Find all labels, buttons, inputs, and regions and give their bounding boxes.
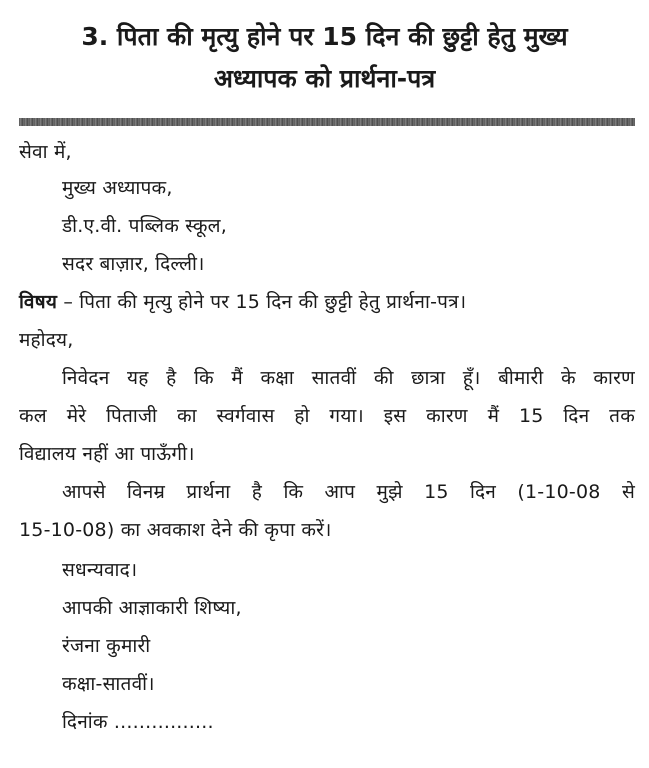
subject-label: विषय — [19, 291, 58, 313]
heading-line-2: अध्यापक को प्रार्थना-पत्र — [213, 64, 436, 93]
paragraph-1-line-2: कल मेरे पिताजी का स्वर्गवास हो गया। इस कारण मैं 15 दिन तक — [19, 405, 635, 427]
heading-line-1: 3. पिता की मृत्यु होने पर 15 दिन की छुट्टी हेतु मुख्य — [81, 22, 568, 51]
closing-class: कक्षा-सातवीं। — [62, 673, 155, 695]
salutation-to: सेवा में, — [19, 141, 72, 163]
greeting: महोदय, — [19, 329, 74, 351]
paragraph-1-line-3: विद्यालय नहीं आ पाऊँगी। — [19, 443, 195, 465]
paragraph-2-line-2: 15-10-08) का अवकाश देने की कृपा करें। — [19, 519, 332, 541]
closing-name: रंजना कुमारी — [62, 635, 151, 657]
paragraph-2-line-1: आपसे विनम्र प्रार्थना है कि आप मुझे 15 दिन (1-10-08 से — [62, 481, 635, 503]
addressee-line-1: मुख्य अध्यापक, — [62, 177, 173, 199]
addressee-line-3: सदर बाज़ार, दिल्ली। — [62, 253, 205, 275]
closing-thanks: सधन्यवाद। — [62, 559, 138, 581]
heading-divider — [19, 118, 635, 126]
subject-line — [19, 288, 466, 316]
subject-text: – पिता की मृत्यु होने पर 15 दिन की छुट्टी हेतु प्रार्थना-पत्र। — [57, 291, 467, 313]
addressee-line-2: डी.ए.वी. पब्लिक स्कूल, — [62, 215, 227, 237]
closing-obedient: आपकी आज्ञाकारी शिष्या, — [62, 597, 242, 619]
closing-date: दिनांक ................ — [62, 711, 214, 733]
paragraph-1-line-1: निवेदन यह है कि मैं कक्षा सातवीं की छात्रा हूँ। बीमारी के कारण — [62, 367, 635, 389]
